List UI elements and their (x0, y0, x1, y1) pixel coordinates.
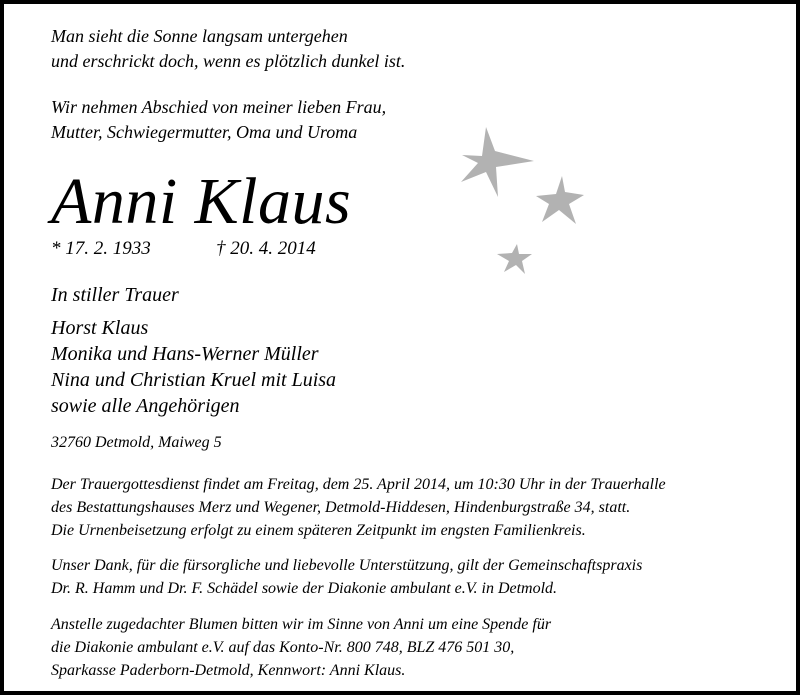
life-dates (51, 238, 316, 260)
address: 32760 Detmold, Maiweg 5 (51, 434, 222, 451)
farewell-line-1: Wir nehmen Abschied von meiner lieben Frau, (51, 97, 387, 117)
poem-line-2: und erschrickt doch, wenn es plötzlich dunkel ist. (51, 51, 406, 71)
service-line-2: des Bestattungshauses Merz und Wegener, Detmold-Hiddesen, Hindenburgstraße 34, statt. (51, 499, 631, 516)
thanks-line-2: Dr. R. Hamm und Dr. F. Schädel sowie der Diakonie ambulant e.V. in Detmold. (51, 580, 558, 597)
mourner-3: Nina und Christian Kruel mit Luisa (51, 369, 337, 391)
farewell-line-2: Mutter, Schwiegermutter, Oma und Uroma (51, 122, 358, 142)
death-date: † 20. 4. 2014 (216, 238, 316, 259)
mourning-heading: In stiller Trauer (51, 284, 179, 306)
stars-decoration (454, 122, 604, 287)
thanks-line-1: Unser Dank, für die fürsorgliche und liebevolle Unterstützung, gilt der Gemeinschaftspraxis (51, 557, 643, 574)
mourner-1: Horst Klaus (51, 317, 149, 339)
birth-date: * 17. 2. 1933 (51, 238, 151, 259)
donation-line-1: Anstelle zugedachter Blumen bitten wir im Sinne von Anni um eine Spende für (51, 616, 552, 633)
large-star-icon (461, 127, 534, 197)
donation-line-2: die Diakonie ambulant e.V. auf das Konto-Nr. 800 748, BLZ 476 501 30, (51, 639, 515, 656)
medium-star-icon (536, 176, 584, 224)
donation-line-3: Sparkasse Paderborn-Detmold, Kennwort: Anni Klaus. (51, 662, 406, 679)
service-line-1: Der Trauergottesdienst findet am Freitag, dem 25. April 2014, um 10:30 Uhr in der Trauerhalle (51, 476, 666, 493)
mourner-2: Monika und Hans-Werner Müller (51, 343, 319, 365)
mourner-4: sowie alle Angehörigen (51, 395, 240, 417)
deceased-name: Anni Klaus (51, 165, 352, 238)
service-line-3: Die Urnenbeisetzung erfolgt zu einem späteren Zeitpunkt im engsten Familienkreis. (51, 522, 586, 539)
small-star-icon (497, 244, 532, 274)
poem-line-1: Man sieht die Sonne langsam untergehen (51, 26, 348, 46)
